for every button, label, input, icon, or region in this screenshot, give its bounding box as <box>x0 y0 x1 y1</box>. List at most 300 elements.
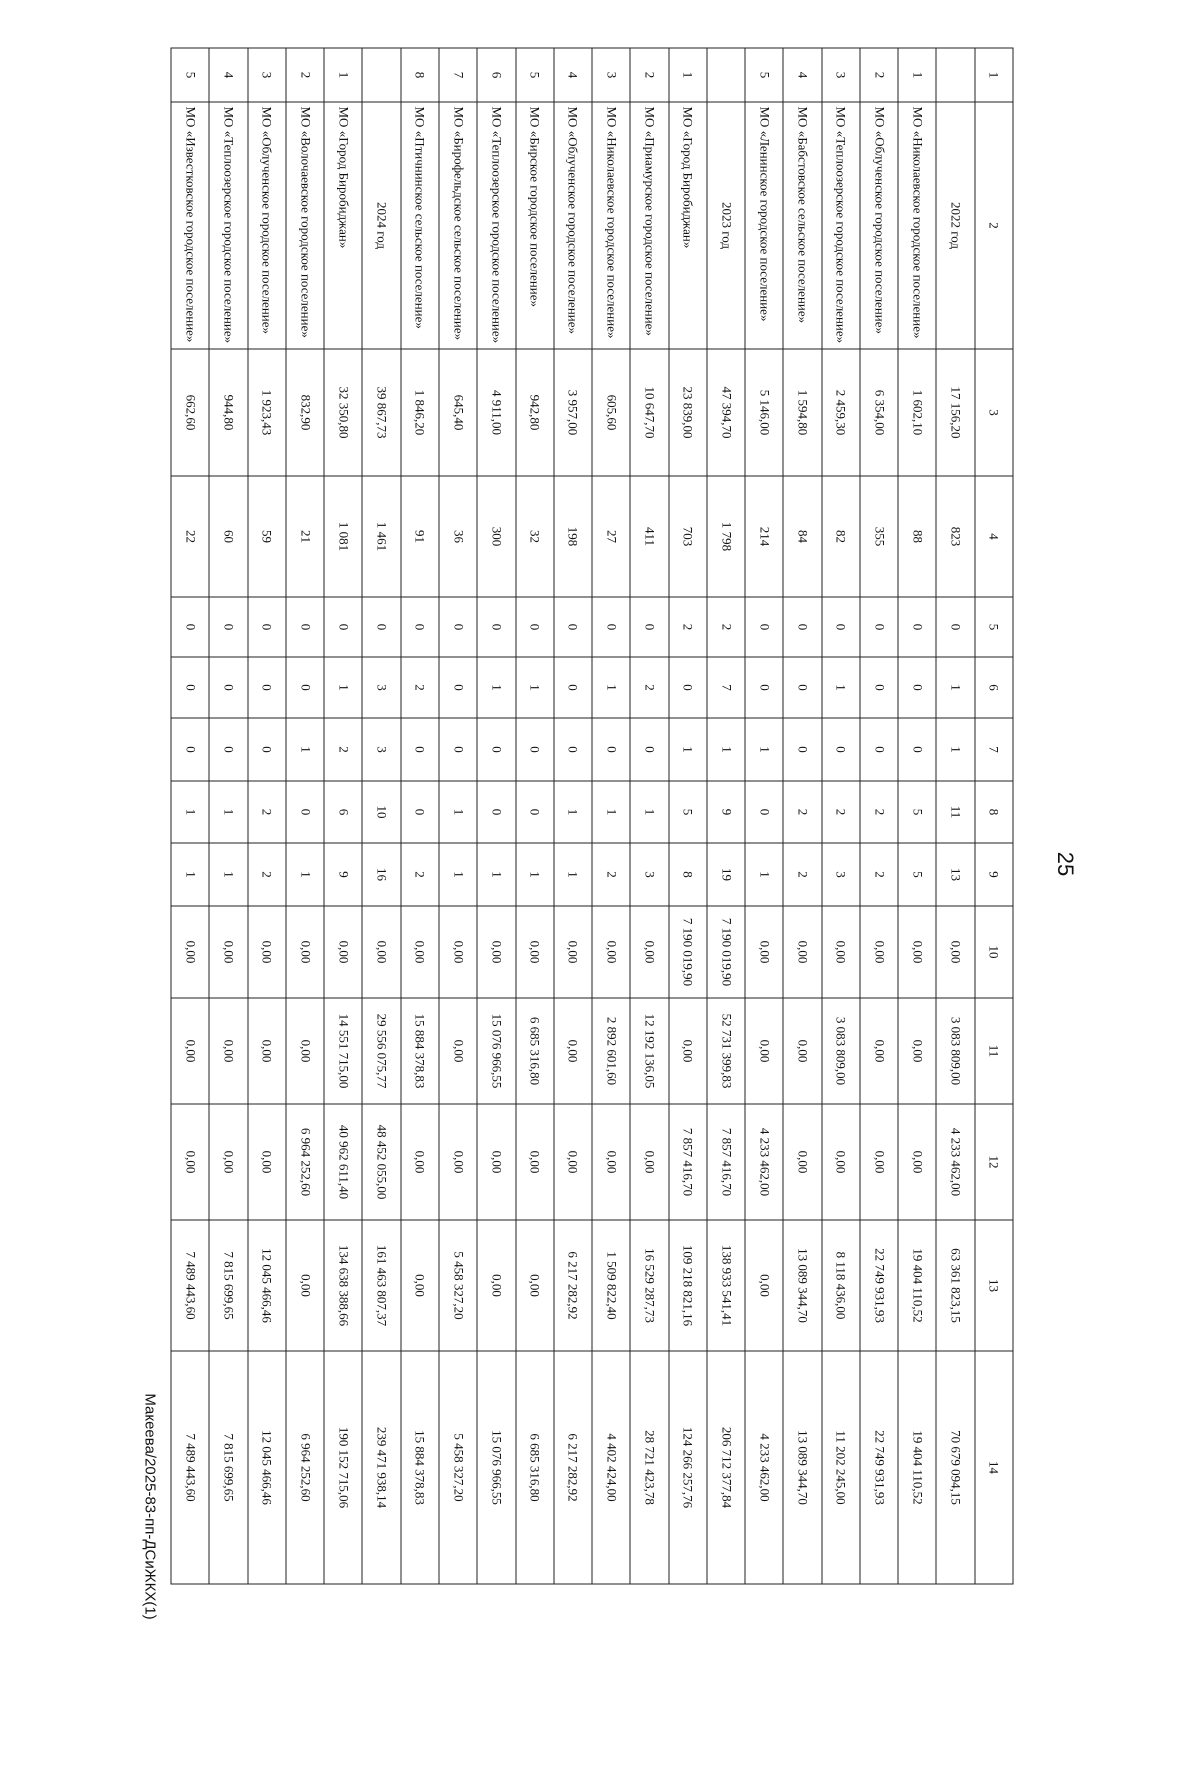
value-cell: 1 <box>936 657 974 718</box>
value-cell: 0,00 <box>209 906 247 998</box>
value-cell: 12 045 466,46 <box>248 1351 286 1584</box>
value-cell: 59 <box>248 476 286 597</box>
value-cell: 4 233 462,00 <box>936 1104 974 1220</box>
value-cell: 823 <box>936 476 974 597</box>
table-row <box>554 48 592 1584</box>
value-cell: 13 089 344,70 <box>783 1351 821 1584</box>
table-row <box>745 48 783 1584</box>
value-cell: 12 192 136,05 <box>630 998 668 1104</box>
value-cell: 63 361 823,15 <box>936 1220 974 1351</box>
column-number-cell: 3 <box>975 349 1013 476</box>
value-cell: 0 <box>898 657 936 718</box>
value-cell: 0,00 <box>516 1104 554 1220</box>
value-cell: 0 <box>209 718 247 781</box>
value-cell: 2 892 601,60 <box>592 998 630 1104</box>
value-cell: 3 <box>630 843 668 906</box>
table-row <box>209 48 247 1584</box>
value-cell: 0 <box>171 597 209 657</box>
row-number-cell: 6 <box>477 48 515 102</box>
value-cell: 5 <box>898 843 936 906</box>
table-row <box>477 48 515 1584</box>
value-cell: 19 404 110,52 <box>898 1351 936 1584</box>
value-cell: 0 <box>783 597 821 657</box>
municipality-name-cell: МО «Известковское городское поселение» <box>171 102 209 349</box>
row-number-cell: 7 <box>439 48 477 102</box>
value-cell: 0 <box>630 597 668 657</box>
value-cell: 27 <box>592 476 630 597</box>
value-cell: 10 647,70 <box>630 349 668 476</box>
value-cell: 16 529 287,73 <box>630 1220 668 1351</box>
table-row <box>669 48 707 1584</box>
row-number-cell <box>362 48 400 102</box>
year-total-row <box>362 48 400 1584</box>
value-cell: 40 962 611,40 <box>324 1104 362 1220</box>
value-cell: 0,00 <box>286 998 324 1104</box>
municipality-name-cell: МО «Город Биробиджан» <box>669 102 707 349</box>
value-cell: 0,00 <box>401 1220 439 1351</box>
value-cell: 52 731 399,83 <box>707 998 745 1104</box>
value-cell: 10 <box>362 781 400 843</box>
value-cell: 0,00 <box>860 906 898 998</box>
value-cell: 0,00 <box>592 906 630 998</box>
value-cell: 0,00 <box>822 906 860 998</box>
value-cell: 0 <box>592 718 630 781</box>
row-number-cell: 3 <box>822 48 860 102</box>
row-number-cell: 5 <box>745 48 783 102</box>
row-number-cell: 3 <box>248 48 286 102</box>
value-cell: 11 <box>936 781 974 843</box>
value-cell: 0 <box>401 718 439 781</box>
value-cell: 0,00 <box>171 998 209 1104</box>
value-cell: 4 911,00 <box>477 349 515 476</box>
value-cell: 1 <box>745 718 783 781</box>
column-number-cell: 11 <box>975 998 1013 1104</box>
value-cell: 17 156,20 <box>936 349 974 476</box>
value-cell: 0,00 <box>516 906 554 998</box>
municipality-name-cell: МО «Приамурское городское поселение» <box>630 102 668 349</box>
column-number-cell: 4 <box>975 476 1013 597</box>
value-cell: 0 <box>477 597 515 657</box>
value-cell: 28 721 423,78 <box>630 1351 668 1584</box>
value-cell: 84 <box>783 476 821 597</box>
year-label-cell: 2022 год <box>936 102 974 349</box>
value-cell: 5 <box>898 781 936 843</box>
value-cell: 0,00 <box>669 998 707 1104</box>
value-cell: 9 <box>707 781 745 843</box>
value-cell: 1 <box>592 781 630 843</box>
table-row <box>439 48 477 1584</box>
value-cell: 12 045 466,46 <box>248 1220 286 1351</box>
row-number-cell: 8 <box>401 48 439 102</box>
value-cell: 1 <box>707 718 745 781</box>
value-cell: 0,00 <box>554 906 592 998</box>
value-cell: 134 638 388,66 <box>324 1220 362 1351</box>
municipality-name-cell: МО «Бирское городское поселение» <box>516 102 554 349</box>
value-cell: 0,00 <box>554 998 592 1104</box>
row-number-cell: 1 <box>669 48 707 102</box>
value-cell: 0,00 <box>171 906 209 998</box>
value-cell: 124 266 257,76 <box>669 1351 707 1584</box>
value-cell: 190 152 715,06 <box>324 1351 362 1584</box>
value-cell: 1 798 <box>707 476 745 597</box>
value-cell: 0,00 <box>554 1104 592 1220</box>
table-row <box>592 48 630 1584</box>
table-row <box>630 48 668 1584</box>
table-row <box>516 48 554 1584</box>
value-cell: 7 857 416,70 <box>707 1104 745 1220</box>
value-cell: 2 <box>401 843 439 906</box>
value-cell: 0 <box>324 597 362 657</box>
value-cell: 22 <box>171 476 209 597</box>
value-cell: 0,00 <box>936 906 974 998</box>
value-cell: 0 <box>209 657 247 718</box>
value-cell: 703 <box>669 476 707 597</box>
value-cell: 88 <box>898 476 936 597</box>
value-cell: 15 884 378,83 <box>401 998 439 1104</box>
value-cell: 1 <box>554 843 592 906</box>
row-number-cell: 3 <box>592 48 630 102</box>
column-number-cell: 5 <box>975 597 1013 657</box>
value-cell: 3 <box>362 718 400 781</box>
value-cell: 0 <box>936 597 974 657</box>
document-reference: Макеева/2025-83-пп-ДСиЖКХ(1) <box>141 1393 159 1620</box>
value-cell: 198 <box>554 476 592 597</box>
value-cell: 32 350,80 <box>324 349 362 476</box>
value-cell: 1 <box>669 718 707 781</box>
value-cell: 14 551 715,00 <box>324 998 362 1104</box>
column-number-cell: 1 <box>975 48 1013 102</box>
value-cell: 2 <box>860 843 898 906</box>
value-cell: 0,00 <box>248 1104 286 1220</box>
value-cell: 82 <box>822 476 860 597</box>
value-cell: 411 <box>630 476 668 597</box>
value-cell: 0 <box>477 718 515 781</box>
value-cell: 645,40 <box>439 349 477 476</box>
value-cell: 0,00 <box>592 1104 630 1220</box>
value-cell: 0,00 <box>783 998 821 1104</box>
row-number-cell: 1 <box>898 48 936 102</box>
row-number-cell: 4 <box>554 48 592 102</box>
value-cell: 0,00 <box>477 906 515 998</box>
value-cell: 0,00 <box>286 906 324 998</box>
column-number-cell: 14 <box>975 1351 1013 1584</box>
table-row <box>324 48 362 1584</box>
municipality-name-cell: МО «Облученское городское поселение» <box>860 102 898 349</box>
value-cell: 6 685 316,80 <box>516 998 554 1104</box>
value-cell: 5 458 327,20 <box>439 1351 477 1584</box>
value-cell: 0 <box>171 657 209 718</box>
value-cell: 5 <box>669 781 707 843</box>
value-cell: 0 <box>860 718 898 781</box>
value-cell: 1 594,80 <box>783 349 821 476</box>
value-cell: 4 233 462,00 <box>745 1104 783 1220</box>
value-cell: 0 <box>822 597 860 657</box>
value-cell: 21 <box>286 476 324 597</box>
value-cell: 0,00 <box>630 906 668 998</box>
value-cell: 1 461 <box>362 476 400 597</box>
value-cell: 0,00 <box>209 998 247 1104</box>
value-cell: 2 <box>707 597 745 657</box>
value-cell: 1 <box>324 657 362 718</box>
value-cell: 6 217 282,92 <box>554 1351 592 1584</box>
value-cell: 0,00 <box>439 998 477 1104</box>
value-cell: 1 602,10 <box>898 349 936 476</box>
value-cell: 4 402 424,00 <box>592 1351 630 1584</box>
value-cell: 22 749 931,93 <box>860 1220 898 1351</box>
value-cell: 0,00 <box>171 1104 209 1220</box>
value-cell: 0,00 <box>248 998 286 1104</box>
value-cell: 39 867,73 <box>362 349 400 476</box>
value-cell: 0 <box>286 597 324 657</box>
data-table <box>171 48 1014 1585</box>
value-cell: 0 <box>439 597 477 657</box>
data-table-container <box>171 48 1014 1584</box>
municipality-name-cell: МО «Николаевское городское поселение» <box>898 102 936 349</box>
value-cell: 0,00 <box>286 1220 324 1351</box>
value-cell: 1 <box>630 781 668 843</box>
municipality-name-cell: МО «Птичнинское сельское поселение» <box>401 102 439 349</box>
value-cell: 0,00 <box>477 1220 515 1351</box>
value-cell: 6 685 316,80 <box>516 1351 554 1584</box>
value-cell: 0,00 <box>898 998 936 1104</box>
value-cell: 0 <box>439 718 477 781</box>
table-row <box>822 48 860 1584</box>
value-cell: 36 <box>439 476 477 597</box>
value-cell: 0,00 <box>783 906 821 998</box>
value-cell: 0 <box>745 781 783 843</box>
table-row <box>171 48 209 1584</box>
municipality-name-cell: МО «Волочаевское городское поселение» <box>286 102 324 349</box>
value-cell: 0 <box>439 657 477 718</box>
value-cell: 1 <box>477 843 515 906</box>
value-cell: 0 <box>669 657 707 718</box>
value-cell: 239 471 938,14 <box>362 1351 400 1584</box>
row-number-cell: 4 <box>783 48 821 102</box>
value-cell: 1 <box>592 657 630 718</box>
year-total-row <box>936 48 974 1584</box>
value-cell: 832,90 <box>286 349 324 476</box>
value-cell: 0,00 <box>324 906 362 998</box>
row-number-cell: 2 <box>860 48 898 102</box>
value-cell: 11 202 245,00 <box>822 1351 860 1584</box>
value-cell: 7 489 443,60 <box>171 1351 209 1584</box>
value-cell: 0 <box>248 597 286 657</box>
value-cell: 944,80 <box>209 349 247 476</box>
value-cell: 0 <box>783 718 821 781</box>
value-cell: 29 556 075,77 <box>362 998 400 1104</box>
value-cell: 0,00 <box>439 1104 477 1220</box>
value-cell: 1 509 822,40 <box>592 1220 630 1351</box>
value-cell: 1 <box>745 843 783 906</box>
value-cell: 0,00 <box>630 1104 668 1220</box>
municipality-name-cell: МО «Теплоозерское городское поселение» <box>822 102 860 349</box>
value-cell: 0 <box>516 597 554 657</box>
value-cell: 1 081 <box>324 476 362 597</box>
value-cell: 2 <box>783 843 821 906</box>
value-cell: 19 <box>707 843 745 906</box>
value-cell: 48 452 055,00 <box>362 1104 400 1220</box>
value-cell: 0 <box>745 597 783 657</box>
value-cell: 0,00 <box>477 1104 515 1220</box>
value-cell: 1 <box>209 843 247 906</box>
municipality-name-cell: МО «Облученское городское поселение» <box>248 102 286 349</box>
value-cell: 7 190 019,90 <box>669 906 707 998</box>
value-cell: 0 <box>898 597 936 657</box>
municipality-name-cell: МО «Теплоозерское городское поселение» <box>477 102 515 349</box>
value-cell: 22 749 931,93 <box>860 1351 898 1584</box>
row-number-cell: 5 <box>171 48 209 102</box>
column-number-cell: 6 <box>975 657 1013 718</box>
value-cell: 2 <box>248 843 286 906</box>
value-cell: 1 <box>171 781 209 843</box>
municipality-name-cell: МО «Теплоозерское городское поселение» <box>209 102 247 349</box>
value-cell: 214 <box>745 476 783 597</box>
value-cell: 5 146,00 <box>745 349 783 476</box>
value-cell: 0 <box>516 718 554 781</box>
value-cell: 0 <box>554 657 592 718</box>
value-cell: 605,60 <box>592 349 630 476</box>
value-cell: 1 <box>209 781 247 843</box>
value-cell: 2 <box>860 781 898 843</box>
value-cell: 6 217 282,92 <box>554 1220 592 1351</box>
value-cell: 0 <box>286 781 324 843</box>
value-cell: 0 <box>554 718 592 781</box>
value-cell: 0,00 <box>248 906 286 998</box>
value-cell: 0,00 <box>783 1104 821 1220</box>
row-number-cell <box>936 48 974 102</box>
value-cell: 0,00 <box>898 1104 936 1220</box>
value-cell: 23 839,00 <box>669 349 707 476</box>
municipality-name-cell: МО «Город Биробиджан» <box>324 102 362 349</box>
value-cell: 6 964 252,60 <box>286 1104 324 1220</box>
value-cell: 1 846,20 <box>401 349 439 476</box>
value-cell: 60 <box>209 476 247 597</box>
column-number-cell: 13 <box>975 1220 1013 1351</box>
value-cell: 3 083 809,00 <box>936 998 974 1104</box>
value-cell: 1 <box>439 781 477 843</box>
value-cell: 2 <box>592 843 630 906</box>
table-row <box>401 48 439 1584</box>
value-cell: 0,00 <box>439 906 477 998</box>
row-number-cell: 1 <box>324 48 362 102</box>
value-cell: 91 <box>401 476 439 597</box>
table-header-row <box>975 48 1013 1584</box>
value-cell: 0,00 <box>745 906 783 998</box>
column-number-cell: 9 <box>975 843 1013 906</box>
column-number-cell: 7 <box>975 718 1013 781</box>
value-cell: 16 <box>362 843 400 906</box>
value-cell: 15 076 966,55 <box>477 1351 515 1584</box>
value-cell: 32 <box>516 476 554 597</box>
row-number-cell: 5 <box>516 48 554 102</box>
value-cell: 0,00 <box>860 998 898 1104</box>
value-cell: 0,00 <box>860 1104 898 1220</box>
value-cell: 0,00 <box>401 1104 439 1220</box>
value-cell: 7 815 699,65 <box>209 1351 247 1584</box>
row-number-cell: 4 <box>209 48 247 102</box>
value-cell: 1 <box>516 657 554 718</box>
value-cell: 0 <box>477 781 515 843</box>
value-cell: 7 857 416,70 <box>669 1104 707 1220</box>
value-cell: 0,00 <box>822 1104 860 1220</box>
value-cell: 138 933 541,41 <box>707 1220 745 1351</box>
value-cell: 1 <box>439 843 477 906</box>
value-cell: 0 <box>822 718 860 781</box>
table-row <box>860 48 898 1584</box>
value-cell: 19 404 110,52 <box>898 1220 936 1351</box>
value-cell: 3 957,00 <box>554 349 592 476</box>
value-cell: 1 <box>516 843 554 906</box>
table-row <box>783 48 821 1584</box>
value-cell: 15 076 966,55 <box>477 998 515 1104</box>
value-cell: 2 <box>401 657 439 718</box>
value-cell: 1 <box>477 657 515 718</box>
column-number-cell: 12 <box>975 1104 1013 1220</box>
value-cell: 1 <box>286 843 324 906</box>
value-cell: 0 <box>783 657 821 718</box>
value-cell: 0,00 <box>745 1220 783 1351</box>
value-cell: 662,60 <box>171 349 209 476</box>
value-cell: 0 <box>630 718 668 781</box>
table-row <box>286 48 324 1584</box>
value-cell: 0 <box>860 597 898 657</box>
row-number-cell: 2 <box>630 48 668 102</box>
value-cell: 1 <box>554 781 592 843</box>
value-cell: 7 489 443,60 <box>171 1220 209 1351</box>
value-cell: 7 <box>707 657 745 718</box>
value-cell: 0,00 <box>898 906 936 998</box>
value-cell: 0,00 <box>362 906 400 998</box>
value-cell: 0 <box>401 597 439 657</box>
table-row <box>248 48 286 1584</box>
value-cell: 206 712 377,84 <box>707 1351 745 1584</box>
value-cell: 0 <box>286 657 324 718</box>
year-label-cell: 2024 год <box>362 102 400 349</box>
municipality-name-cell: МО «Облученское городское поселение» <box>554 102 592 349</box>
value-cell: 161 463 807,37 <box>362 1220 400 1351</box>
row-number-cell <box>707 48 745 102</box>
value-cell: 2 <box>783 781 821 843</box>
value-cell: 1 <box>286 718 324 781</box>
value-cell: 1 923,43 <box>248 349 286 476</box>
year-total-row <box>707 48 745 1584</box>
value-cell: 0,00 <box>516 1220 554 1351</box>
value-cell: 7 190 019,90 <box>707 906 745 998</box>
value-cell: 0 <box>898 718 936 781</box>
row-number-cell: 2 <box>286 48 324 102</box>
value-cell: 0,00 <box>209 1104 247 1220</box>
value-cell: 15 884 378,83 <box>401 1351 439 1584</box>
value-cell: 3 <box>362 657 400 718</box>
value-cell: 0 <box>248 657 286 718</box>
value-cell: 3 <box>822 843 860 906</box>
value-cell: 8 118 436,00 <box>822 1220 860 1351</box>
value-cell: 0 <box>592 597 630 657</box>
value-cell: 13 089 344,70 <box>783 1220 821 1351</box>
value-cell: 2 <box>248 781 286 843</box>
value-cell: 0 <box>248 718 286 781</box>
value-cell: 70 679 094,15 <box>936 1351 974 1584</box>
value-cell: 8 <box>669 843 707 906</box>
value-cell: 300 <box>477 476 515 597</box>
value-cell: 0,00 <box>745 998 783 1104</box>
column-number-cell: 8 <box>975 781 1013 843</box>
value-cell: 0 <box>362 597 400 657</box>
value-cell: 355 <box>860 476 898 597</box>
value-cell: 1 <box>171 843 209 906</box>
value-cell: 47 394,70 <box>707 349 745 476</box>
value-cell: 13 <box>936 843 974 906</box>
